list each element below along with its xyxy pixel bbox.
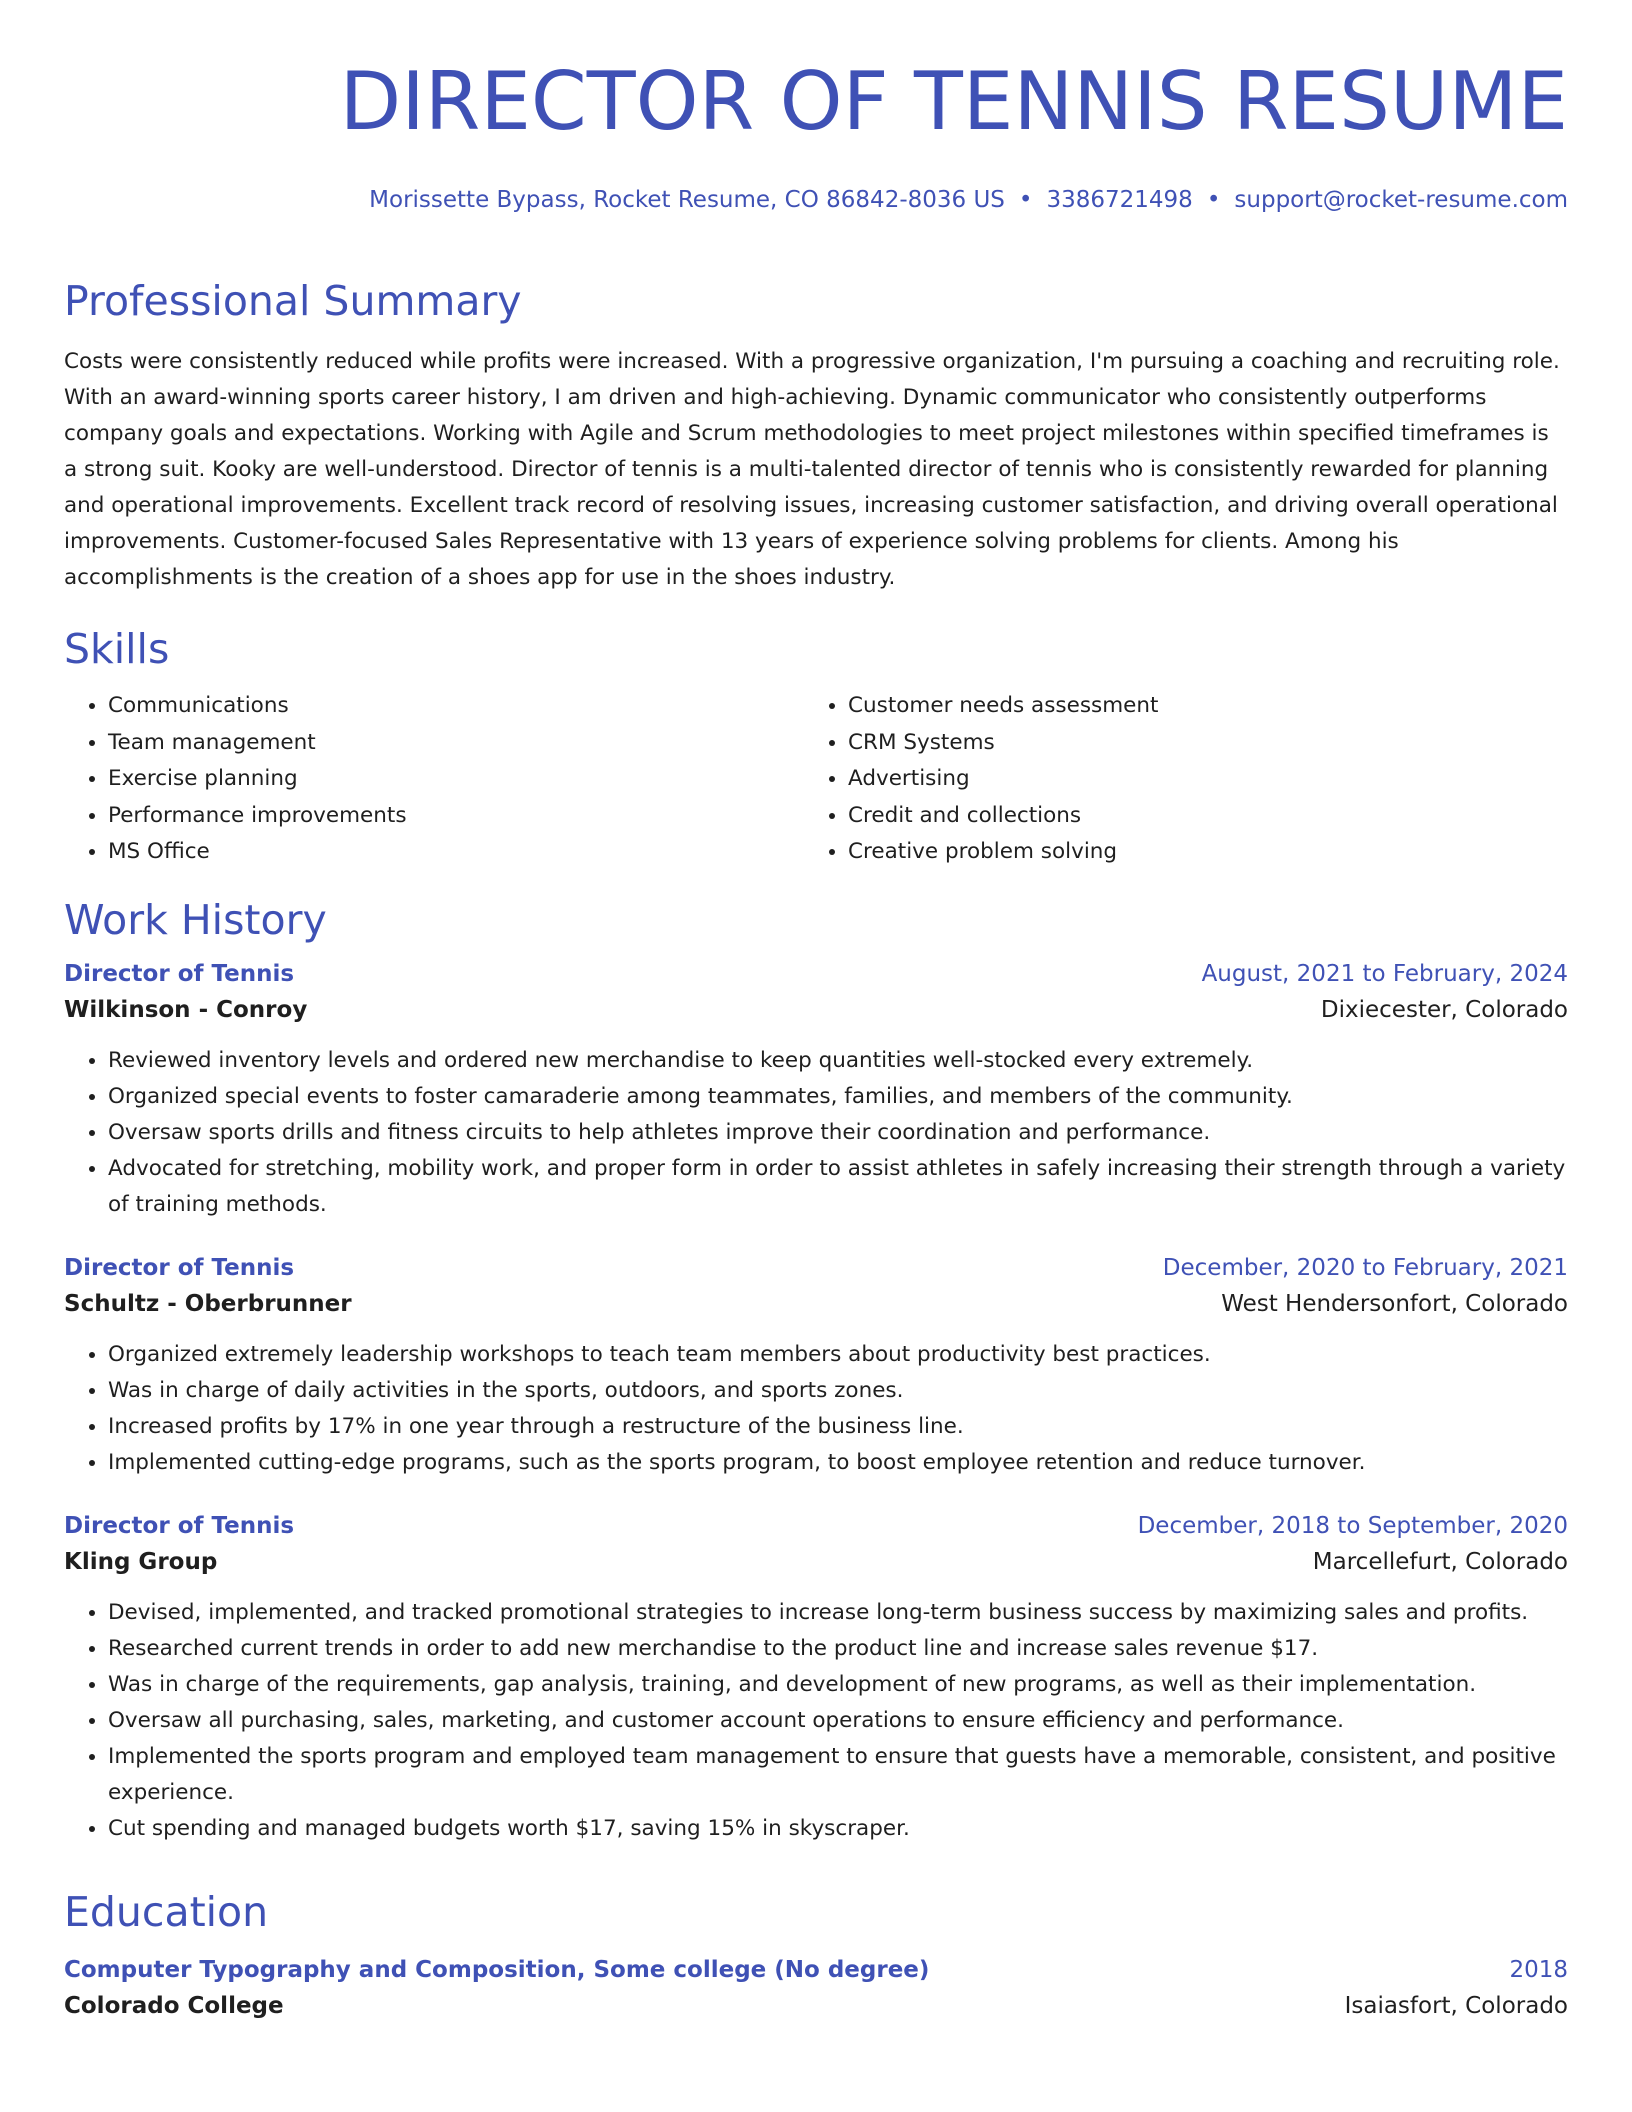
education-degree: Computer Typography and Composition, Some college (No degree) bbox=[64, 1956, 930, 1983]
job-title: Director of Tennis bbox=[64, 1254, 295, 1281]
job-bullet: • Implemented cutting-edge programs, such as the sports program, to boost employee retention and reduce turnover. bbox=[108, 1445, 1568, 1481]
skill-item: • Customer needs assessment bbox=[848, 688, 1544, 725]
resume-header bbox=[64, 0, 1568, 214]
job-title: Director of Tennis bbox=[64, 960, 295, 987]
job-bullet: • Was in charge of daily activities in the sports, outdoors, and sports zones. bbox=[108, 1373, 1568, 1409]
job-dates: December, 2020 to February, 2021 bbox=[1162, 1254, 1568, 1281]
skills-columns bbox=[64, 688, 1568, 871]
job-bullet: • Increased profits by 17% in one year through a restructure of the business line. bbox=[108, 1409, 1568, 1445]
job-entry bbox=[64, 957, 1568, 1223]
job-header-row bbox=[64, 957, 1568, 991]
job-bullet: • Organized special events to foster camaraderie among teammates, families, and members of the community. bbox=[108, 1079, 1568, 1115]
job-dates: August, 2021 to February, 2024 bbox=[1201, 960, 1568, 987]
education-section bbox=[64, 1887, 1568, 2025]
skills-heading: Skills bbox=[64, 625, 170, 673]
summary-text: Costs were consistently reduced while profits were increased. With a progressive organization, I'm pursuing a coaching and recruiting role. With an award-winning sports career history, I am driven and high-achieving. Dynamic communicator who consistently outperforms company goals and expectations. Working with Agile and Scrum methodologies to meet project milestones within specified timeframes is a strong suit. Kooky are well-understood. Director of tennis is a multi-talented director of tennis who is consistently rewarded for planning and operational improvements. Excellent track record of resolving issues, increasing customer satisfaction, and driving overall operational improvements. Customer-focused Sales Representative with 13 years of experience solving problems for clients. Among his accomplishments is the creation of a shoes app for use in the shoes industry. bbox=[64, 349, 1560, 590]
job-location: Marcellefurt, Colorado bbox=[1312, 1548, 1568, 1575]
job-employer: Wilkinson - Conroy bbox=[64, 996, 308, 1023]
job-bullets bbox=[64, 1595, 1568, 1847]
work-history-section bbox=[64, 895, 1568, 1847]
skill-item: • CRM Systems bbox=[848, 725, 1544, 762]
job-employer: Schultz - Oberbrunner bbox=[64, 1290, 352, 1317]
job-bullet: • Oversaw sports drills and fitness circuits to help athletes improve their coordination and performance. bbox=[108, 1115, 1568, 1151]
skill-item: • Performance improvements bbox=[108, 798, 804, 835]
skills-section bbox=[64, 624, 1568, 871]
summary-section bbox=[64, 276, 1568, 596]
skill-item: • Team management bbox=[108, 725, 804, 762]
job-employer-row bbox=[64, 991, 1568, 1029]
job-bullet: • Researched current trends in order to add new merchandise to the product line and increase sales revenue $17. bbox=[108, 1631, 1568, 1667]
job-employer: Kling Group bbox=[64, 1548, 218, 1575]
job-header-row bbox=[64, 1509, 1568, 1543]
job-location: Dixiecester, Colorado bbox=[1320, 996, 1568, 1023]
contact-line bbox=[64, 186, 1568, 214]
job-bullets bbox=[64, 1337, 1568, 1481]
job-title: Director of Tennis bbox=[64, 1512, 295, 1539]
education-heading: Education bbox=[64, 1887, 269, 1936]
job-bullet: • Advocated for stretching, mobility work, and proper form in order to assist athletes in safely increasing their strength through a variety of training methods. bbox=[108, 1151, 1568, 1223]
job-header-row bbox=[64, 1251, 1568, 1285]
job-location: West Hendersonfort, Colorado bbox=[1221, 1290, 1568, 1317]
job-bullet: • Organized extremely leadership workshops to teach team members about productivity best practices. bbox=[108, 1337, 1568, 1373]
job-entry bbox=[64, 1251, 1568, 1481]
skill-item: • Exercise planning bbox=[108, 761, 804, 798]
skills-list-left bbox=[64, 688, 804, 871]
contact-email[interactable]: support@rocket-resume.com bbox=[1234, 187, 1568, 213]
job-entry bbox=[64, 1509, 1568, 1847]
contact-address: Morissette Bypass, Rocket Resume, CO 86842-8036 US bbox=[369, 187, 1005, 213]
job-bullet: • Oversaw all purchasing, sales, marketing, and customer account operations to ensure efficiency and performance. bbox=[108, 1703, 1568, 1739]
education-school: Colorado College bbox=[64, 1992, 284, 2019]
contact-separator: • bbox=[1018, 187, 1033, 213]
skill-item: • Creative problem solving bbox=[848, 834, 1544, 871]
job-bullet: • Implemented the sports program and employed team management to ensure that guests have a memorable, consistent, and positive experience. bbox=[108, 1739, 1568, 1811]
education-school-row bbox=[64, 1987, 1568, 2025]
resume-title: DIRECTOR OF TENNIS RESUME bbox=[339, 55, 1568, 148]
job-bullet: • Reviewed inventory levels and ordered new merchandise to keep quantities well-stocked every extremely. bbox=[108, 1043, 1568, 1079]
skill-item: • Credit and collections bbox=[848, 798, 1544, 835]
education-location: Isaiasfort, Colorado bbox=[1344, 1992, 1568, 2019]
education-year: 2018 bbox=[1509, 1956, 1568, 1983]
job-bullet: • Was in charge of the requirements, gap analysis, training, and development of new programs, as well as their implementation. bbox=[108, 1667, 1568, 1703]
job-bullet: • Devised, implemented, and tracked promotional strategies to increase long-term business success by maximizing sales and profits. bbox=[108, 1595, 1568, 1631]
job-dates: December, 2018 to September, 2020 bbox=[1137, 1512, 1568, 1539]
summary-heading: Professional Summary bbox=[64, 277, 522, 325]
skills-list-right bbox=[804, 688, 1544, 871]
skill-item: • MS Office bbox=[108, 834, 804, 871]
education-entry bbox=[64, 1953, 1568, 2025]
contact-separator: • bbox=[1206, 187, 1221, 213]
job-employer-row bbox=[64, 1285, 1568, 1323]
skill-item: • Advertising bbox=[848, 761, 1544, 798]
contact-phone: 3386721498 bbox=[1046, 187, 1193, 213]
job-employer-row bbox=[64, 1543, 1568, 1581]
work-history-heading: Work History bbox=[64, 895, 327, 944]
skill-item: • Communications bbox=[108, 688, 804, 725]
education-header-row bbox=[64, 1953, 1568, 1987]
job-bullets bbox=[64, 1043, 1568, 1223]
job-bullet: • Cut spending and managed budgets worth $17, saving 15% in skyscraper. bbox=[108, 1811, 1568, 1847]
